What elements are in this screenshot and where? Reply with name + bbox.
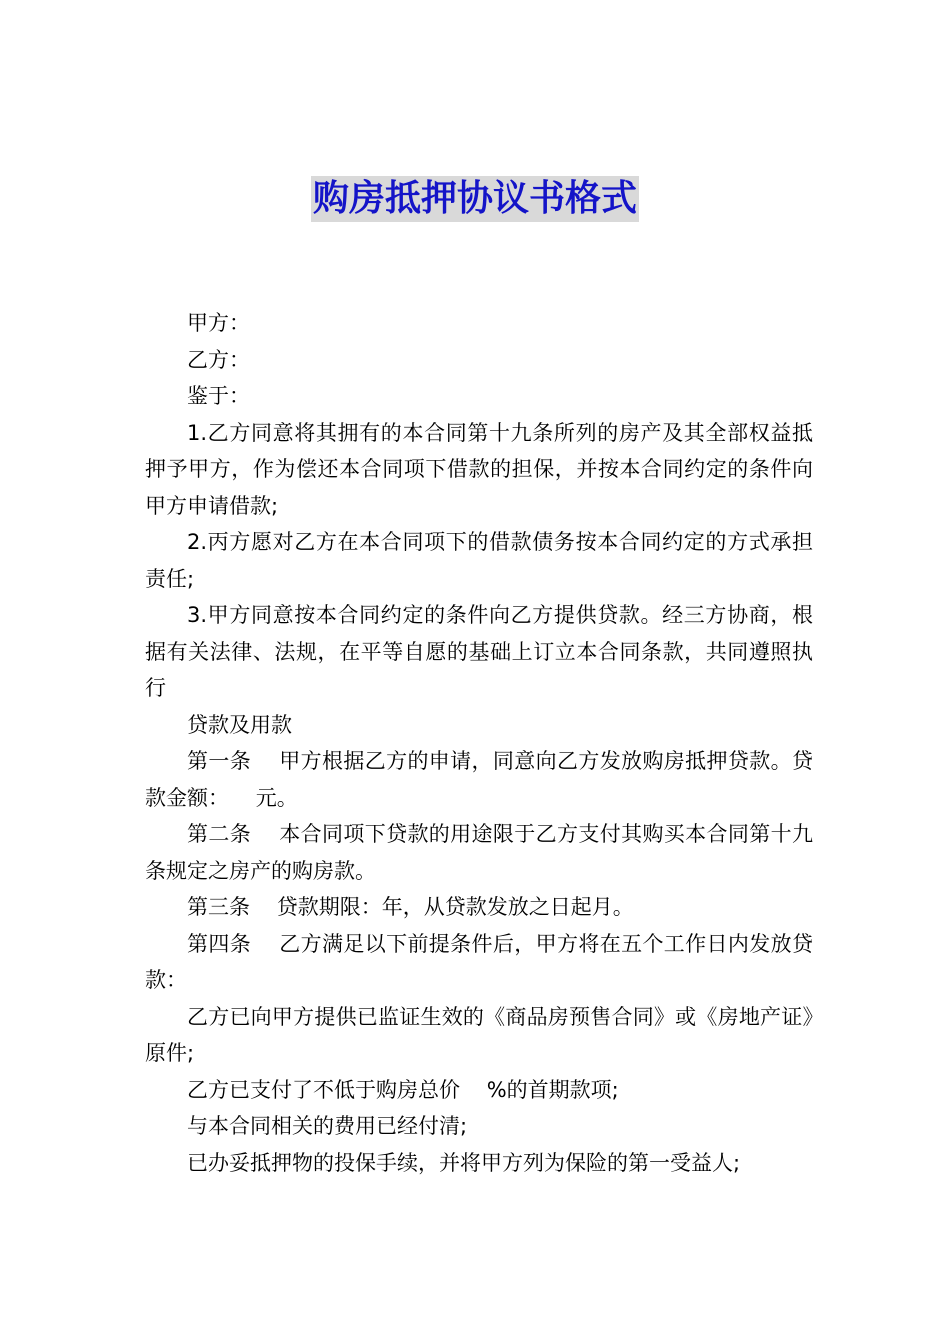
article-3: 第三条 贷款期限：年，从贷款发放之日起月。 — [187, 895, 634, 919]
title-container — [0, 176, 950, 222]
section-heading-loan: 贷款及用款 — [187, 712, 292, 737]
document-body — [145, 305, 813, 1181]
paragraph-whereas-1: 1.乙方同意将其拥有的本合同第十九条所列的房产及其全部权益抵押予甲方，作为偿还本合同项下借款的担保，并按本合同约定的条件向甲方申请借款; — [145, 420, 813, 518]
condition-1: 乙方已向甲方提供已监证生效的《商品房预售合同》或《房地产证》原件; — [145, 1004, 813, 1065]
article-2: 第二条 本合同项下贷款的用途限于乙方支付其购买本合同第十九条规定之房产的购房款。 — [145, 822, 813, 883]
document-title: 购房抵押协议书格式 — [311, 176, 639, 222]
paragraph-party-a: 甲方： — [187, 311, 250, 335]
condition-3: 与本合同相关的费用已经付清; — [187, 1114, 468, 1138]
paragraph-whereas-3: 3.甲方同意按本合同约定的条件向乙方提供贷款。经三方协商，根据有关法律、法规，在平等自愿的基础上订立本合同条款，共同遵照执行 — [145, 603, 813, 700]
article-1: 第一条 甲方根据乙方的申请，同意向乙方发放购房抵押贷款。贷款金额： 元。 — [145, 749, 813, 810]
paragraph-party-b: 乙方： — [187, 347, 250, 372]
article-4: 第四条 乙方满足以下前提条件后，甲方将在五个工作日内发放贷款： — [145, 931, 813, 992]
paragraph-whereas: 鉴于： — [187, 384, 250, 408]
condition-2: 乙方已支付了不低于购房总价 %的首期款项; — [187, 1077, 619, 1102]
condition-4: 已办妥抵押物的投保手续，并将甲方列为保险的第一受益人; — [187, 1150, 741, 1175]
paragraph-whereas-2: 2.丙方愿对乙方在本合同项下的借款债务按本合同约定的方式承担责任; — [145, 530, 813, 591]
